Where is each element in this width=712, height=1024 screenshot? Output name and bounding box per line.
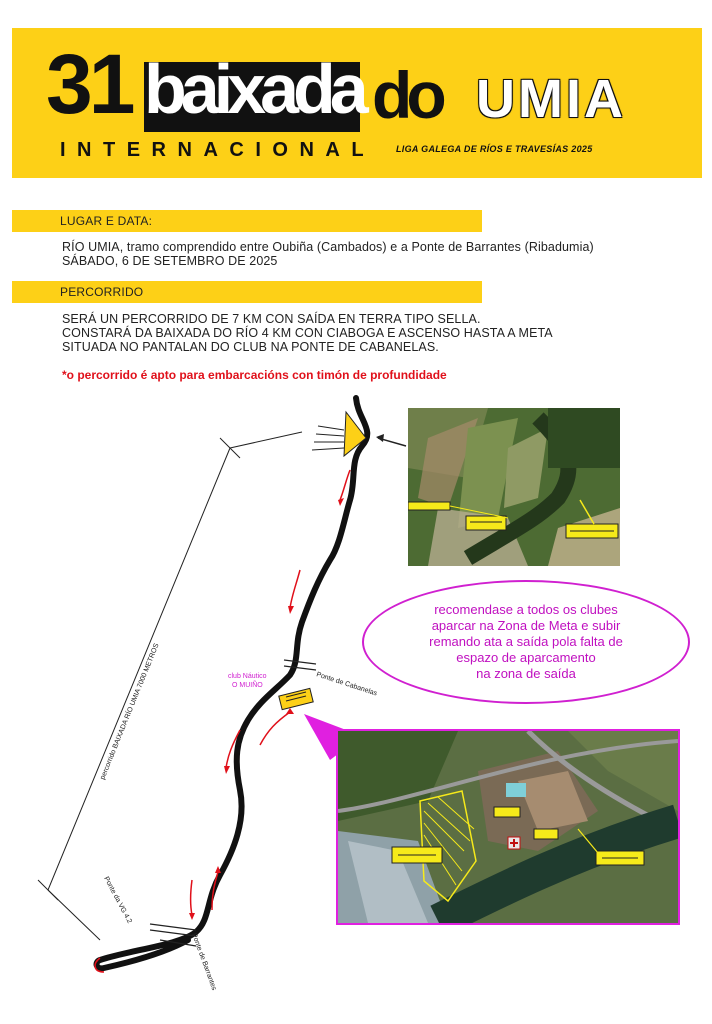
- title-do: do: [372, 58, 441, 132]
- distance-line: [48, 448, 230, 890]
- club-label-2: O MUIÑO: [232, 682, 263, 689]
- edition-number: 31: [46, 37, 132, 131]
- title-umia: UMIA: [476, 69, 626, 129]
- title-internacional: INTERNACIONAL: [60, 139, 376, 161]
- title-baixada: baixada: [144, 50, 363, 128]
- club-label-1: club Náutico: [228, 673, 267, 680]
- league-label: LIGA GALEGA DE RÍOS E TRAVESÍAS 2025: [396, 144, 593, 154]
- ponte-barrantes-label: Ponte de Barrantes: [190, 932, 218, 992]
- section-lugar-heading: [12, 210, 482, 232]
- percorrido-line-3: SITUADA NO PANTALAN DO CLUB NA PONTE DE CABANELAS.: [62, 340, 439, 354]
- percorrido-heading-text: PERCORRIDO: [60, 285, 144, 299]
- satellite-photo-start: [408, 408, 620, 566]
- start-marker-rays: [312, 426, 344, 450]
- lugar-line-2: SÁBADO, 6 DE SETEMBRO DE 2025: [62, 254, 278, 268]
- percorrido-line-1: SERÁ UN PERCORRIDO DE 7 KM CON SAÍDA EN TERRA TIPO SELLA.: [62, 312, 481, 326]
- distance-label: percorrido BAIXADA RÍO UMIA 7000 METROS: [99, 642, 161, 781]
- section-percorrido-heading: [12, 281, 482, 303]
- parking-advice-bubble: [362, 580, 690, 704]
- ponte-vg-label: Ponte da VG 4.2: [102, 875, 133, 925]
- percorrido-note: *o percorrido é apto para embarcacións con timón de profundidade: [62, 368, 447, 382]
- bridge-cabanelas: [284, 660, 316, 670]
- satellite-photo-meta: [336, 729, 680, 925]
- ponte-cabanelas-label: Ponte de Cabanelas: [315, 671, 378, 698]
- lugar-heading-text: LUGAR E DATA:: [60, 214, 153, 228]
- percorrido-line-2: CONSTARÁ DA BAIXADA DO RÍO 4 KM CON CIABOGA E ASCENSO HASTA A META: [62, 326, 553, 340]
- parking-advice-text: recomendase a todos os clubes aparcar na Zona de Meta e subir remando ata a saída pola falta de espazo de aparcamento na zona de saída: [429, 602, 623, 681]
- distance-line-top: [230, 432, 302, 448]
- lugar-line-1: RÍO UMIA, tramo comprendido entre Oubiña (Cambados) e a Ponte de Barrantes (Ribadumia): [62, 240, 594, 254]
